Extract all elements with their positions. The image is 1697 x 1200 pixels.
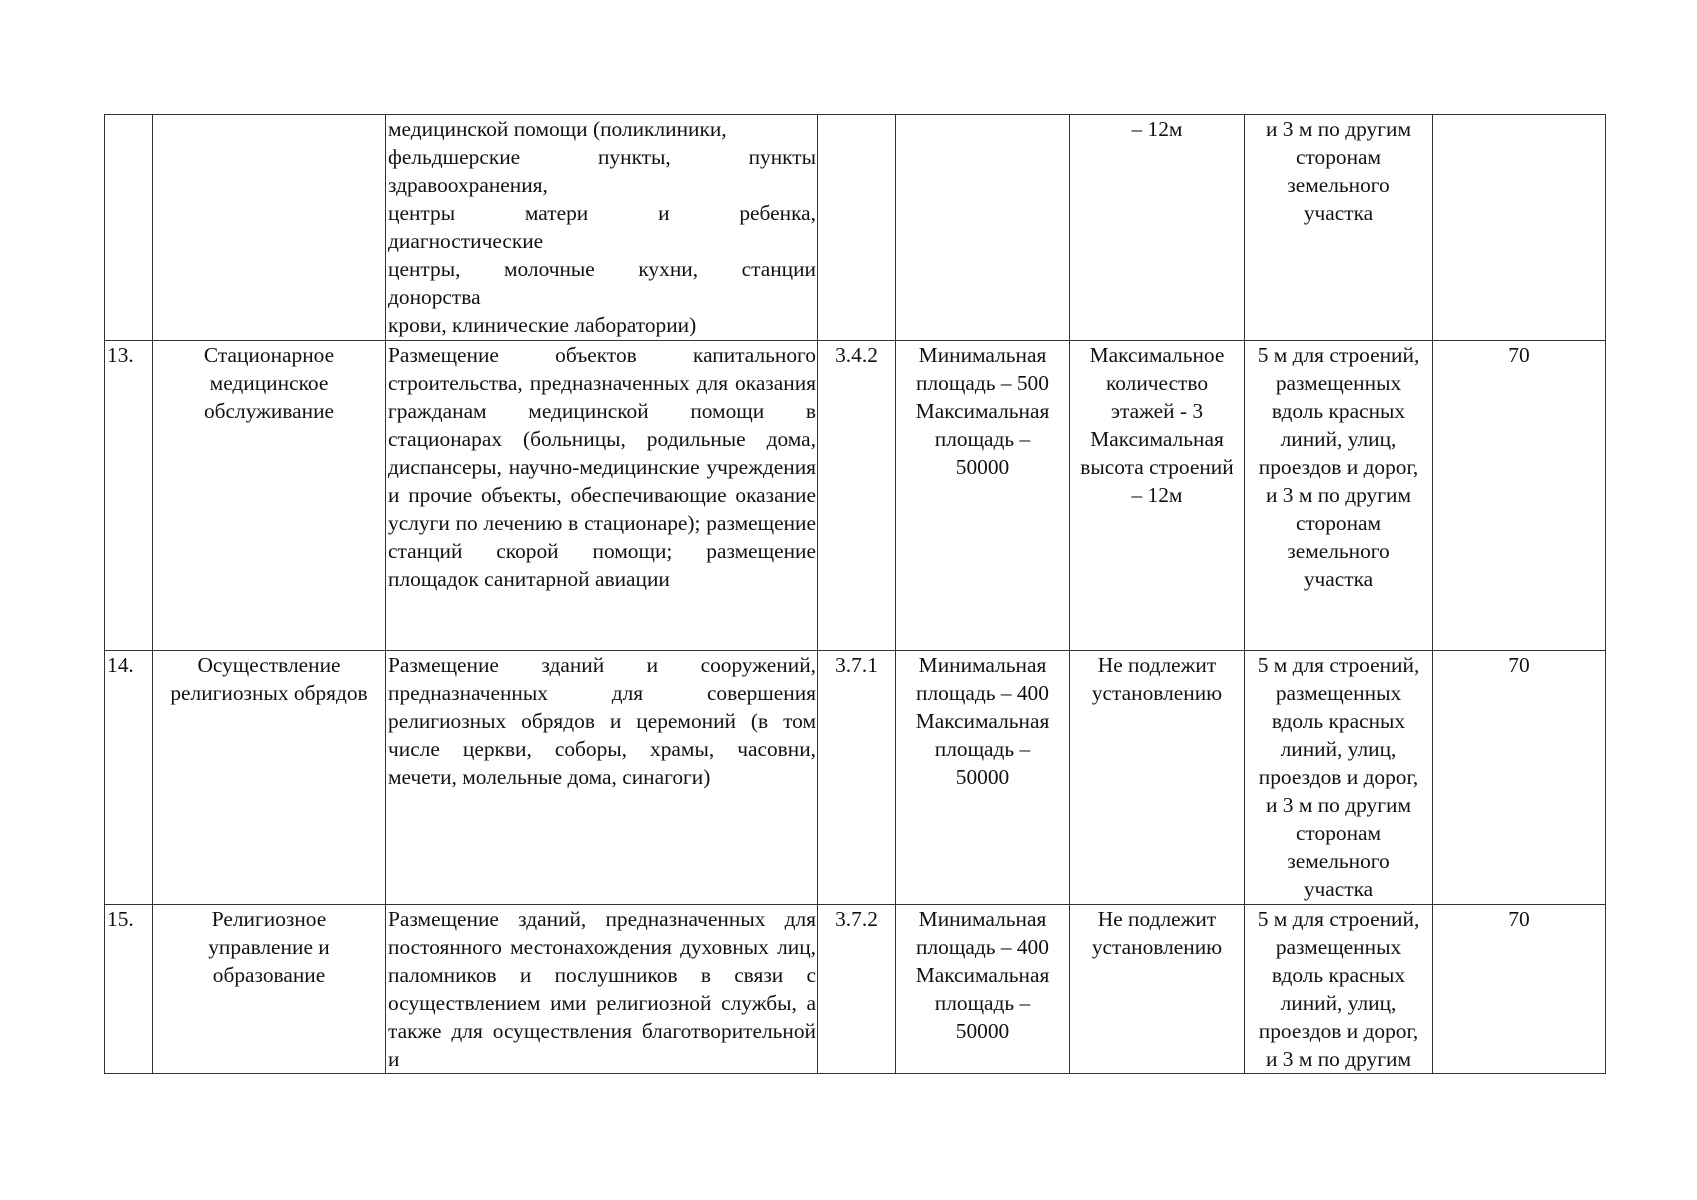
height-limits-line: Не подлежит (1097, 653, 1217, 677)
use-name-line: образование (212, 963, 326, 987)
plot-area-line: Минимальная (918, 343, 1047, 367)
setback-line: и 3 м по другим (1266, 1047, 1411, 1071)
height-limits-cell (1070, 905, 1245, 1074)
height-limits-line: установлению (1091, 935, 1223, 959)
coverage-percent: 70 (1508, 653, 1530, 677)
setback-line: земельного (1287, 849, 1390, 873)
coverage-percent: 70 (1508, 343, 1530, 367)
use-name-line: Стационарное (203, 343, 335, 367)
description-text: здравоохранения, (388, 173, 548, 197)
table-row (105, 341, 1606, 651)
description-text: донорства (388, 285, 481, 309)
height-limits-cell (1070, 651, 1245, 905)
setback-line: участка (1303, 877, 1374, 901)
row-number-cell (105, 115, 153, 341)
use-name-line: обслуживание (203, 399, 335, 423)
height-limits-line: этажей - 3 (1110, 399, 1204, 423)
setback-line: земельного (1287, 539, 1390, 563)
setback-line: сторонам (1295, 145, 1382, 169)
setback-line: сторонам (1295, 511, 1382, 535)
plot-area-cell (896, 341, 1070, 651)
setback-line: вдоль красных (1271, 709, 1406, 733)
height-limits-line: – 12м (1131, 117, 1183, 141)
plot-area-cell (896, 905, 1070, 1074)
row-number-cell (105, 651, 153, 905)
height-limits-line: Не подлежит (1097, 907, 1217, 931)
row-number-cell (105, 341, 153, 651)
use-description-cell (386, 115, 818, 341)
plot-area-line: Минимальная (918, 907, 1047, 931)
height-limits-line: Максимальное (1089, 343, 1225, 367)
plot-area-line: Минимальная (918, 653, 1047, 677)
setback-line: участка (1303, 567, 1374, 591)
plot-area-line: Максимальная (915, 399, 1050, 423)
setback-line: и 3 м по другим (1266, 793, 1411, 817)
table-row (105, 651, 1606, 905)
table-row (105, 115, 1606, 341)
height-limits-cell (1070, 341, 1245, 651)
height-limits-line: количество (1105, 371, 1209, 395)
document-page (104, 114, 1605, 1070)
plot-area-cell (896, 115, 1070, 341)
setback-line: вдоль красных (1271, 963, 1406, 987)
plot-area-line: Максимальная (915, 709, 1050, 733)
description-text: крови, клинические лаборатории) (388, 313, 697, 337)
use-name-line: Религиозное (211, 907, 327, 931)
setback-line: размещенных (1275, 935, 1402, 959)
use-code-cell (818, 905, 896, 1074)
setback-cell (1245, 905, 1433, 1074)
coverage-percent-cell (1433, 341, 1606, 651)
setback-line: вдоль красных (1271, 399, 1406, 423)
setback-line: земельного (1287, 173, 1390, 197)
use-description-cell (386, 651, 818, 905)
description-text: фельдшерские пункты, пункты (388, 145, 816, 169)
coverage-percent-cell (1433, 115, 1606, 341)
setback-line: размещенных (1275, 371, 1402, 395)
use-description-cell (386, 341, 818, 651)
use-name-line: Осуществление (197, 653, 341, 677)
setback-line: проездов и дорог, (1258, 1019, 1419, 1043)
setback-line: 5 м для строений, (1257, 653, 1420, 677)
coverage-percent: 70 (1508, 907, 1530, 931)
plot-area-line: площадь – 400 (916, 681, 1049, 705)
use-name-cell (153, 905, 386, 1074)
description-text: Размещение объектов капитального строительства, предназначенных для оказания гражданам медицинской помощи в стационарах (больницы, родильные дома, диспансеры, научно-медицинские учреждения и прочие объекты, обеспечивающие оказание услуги по лечению в стационаре); размещение станций скорой помощи; размещение площадок санитарной авиации (388, 343, 816, 591)
description-text: центры, молочные кухни, станции (388, 257, 816, 281)
height-limits-cell (1070, 115, 1245, 341)
setback-cell (1245, 341, 1433, 651)
setback-line: размещенных (1275, 681, 1402, 705)
row-number: 13. (107, 343, 134, 367)
row-number-cell (105, 905, 153, 1074)
table-row (105, 905, 1606, 1074)
plot-area-line: 50000 (955, 765, 1010, 789)
use-code: 3.7.1 (835, 653, 878, 677)
plot-area-line: площадь – (934, 737, 1031, 761)
use-name-line: управление и (208, 935, 330, 959)
plot-area-line: 50000 (955, 455, 1010, 479)
setback-cell (1245, 651, 1433, 905)
height-limits-line: – 12м (1131, 483, 1183, 507)
description-text: центры матери и ребенка, (388, 201, 816, 225)
plot-area-line: площадь – 400 (916, 935, 1049, 959)
use-name-cell (153, 341, 386, 651)
zoning-table (104, 114, 1606, 1074)
setback-line: проездов и дорог, (1258, 765, 1419, 789)
coverage-percent-cell (1433, 905, 1606, 1074)
description-text: Размещение зданий и сооружений, предназначенных для совершения религиозных обрядов и церемоний (в том числе церкви, соборы, храмы, часовни, мечети, молельные дома, синагоги) (388, 653, 816, 789)
setback-cell (1245, 115, 1433, 341)
setback-line: участка (1303, 201, 1374, 225)
plot-area-cell (896, 651, 1070, 905)
setback-line: линий, улиц, (1280, 991, 1397, 1015)
use-name-cell (153, 115, 386, 341)
description-text: диагностические (388, 229, 544, 253)
use-code-cell (818, 341, 896, 651)
height-limits-line: установлению (1091, 681, 1223, 705)
height-limits-line: Максимальная (1090, 427, 1224, 451)
plot-area-line: 50000 (955, 1019, 1010, 1043)
row-number: 15. (107, 907, 134, 931)
use-code: 3.7.2 (835, 907, 878, 931)
coverage-percent-cell (1433, 651, 1606, 905)
setback-line: линий, улиц, (1280, 737, 1397, 761)
plot-area-line: площадь – (934, 427, 1031, 451)
use-description-cell (386, 905, 818, 1074)
use-code-cell (818, 115, 896, 341)
row-number: 14. (107, 653, 134, 677)
use-code: 3.4.2 (835, 343, 878, 367)
use-name-line: религиозных обрядов (170, 681, 368, 705)
setback-line: проездов и дорог, (1258, 455, 1419, 479)
use-name-cell (153, 651, 386, 905)
description-text: медицинской помощи (поликлиники, (388, 117, 727, 141)
use-name-line: медицинское (209, 371, 329, 395)
setback-line: 5 м для строений, (1257, 343, 1420, 367)
plot-area-line: Максимальная (915, 963, 1050, 987)
setback-line: и 3 м по другим (1266, 483, 1411, 507)
use-code-cell (818, 651, 896, 905)
setback-line: 5 м для строений, (1257, 907, 1420, 931)
height-limits-line: высота строений (1080, 455, 1234, 479)
setback-line: и 3 м по другим (1266, 117, 1411, 141)
plot-area-line: площадь – (934, 991, 1031, 1015)
plot-area-line: площадь – 500 (916, 371, 1049, 395)
setback-line: линий, улиц, (1280, 427, 1397, 451)
description-text: Размещение зданий, предназначенных для постоянного местонахождения духовных лиц, паломников и послушников в связи с осуществлением ими религиозной службы, а также для осуществления благотворительной и (388, 907, 816, 1071)
setback-line: сторонам (1295, 821, 1382, 845)
